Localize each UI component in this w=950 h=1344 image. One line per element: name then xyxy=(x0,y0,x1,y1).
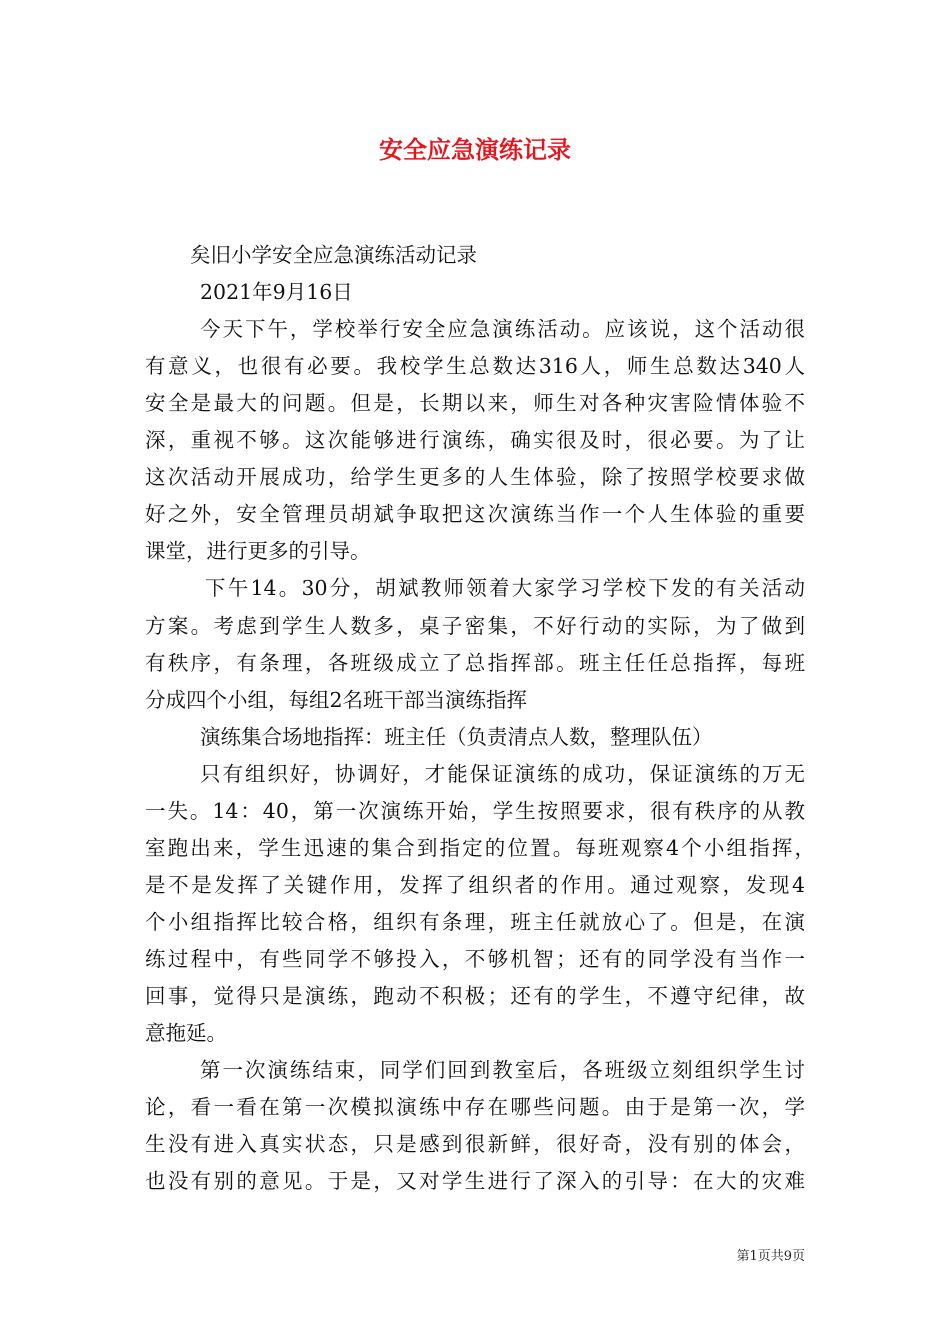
document-title: 安全应急演练记录 xyxy=(379,135,571,164)
text-line: 分成四个小组，每组2名班干部当演练指挥 xyxy=(145,687,528,712)
text-line: 深，重视不够。这次能够进行演练，确实很及时，很必要。为了让 xyxy=(145,428,805,453)
text-line: 有意义，也很有必要。我校学生总数达316人，师生总数达340人 xyxy=(145,354,805,379)
text-line: 是不是发挥了关键作用，发挥了组织者的作用。通过观察，发现4 xyxy=(145,872,805,897)
text-line: 只有组织好，协调好，才能保证演练的成功，保证演练的万无 xyxy=(200,761,805,786)
text-line: 生没有进入真实状态，只是感到很新鲜，很好奇，没有别的体会， xyxy=(145,1132,805,1157)
date-line: 2021年9月16日 xyxy=(200,280,353,305)
text-line: 意拖延。 xyxy=(145,1021,227,1046)
text-line: 好之外，安全管理员胡斌争取把这次演练当作一个人生体验的重要 xyxy=(145,502,805,527)
text-line: 这次活动开展成功，给学生更多的人生体验，除了按照学校要求做 xyxy=(145,465,805,490)
text-line: 回事，觉得只是演练，跑动不积极；还有的学生，不遵守纪律，故 xyxy=(145,984,805,1008)
text-line: 个小组指挥比较合格，组织有条理，班主任就放心了。但是，在演 xyxy=(145,909,805,934)
text-line: 有秩序，有条理，各班级成立了总指挥部。班主任任总指挥，每班 xyxy=(145,650,805,675)
page-number: 第1页共9页 xyxy=(736,1249,805,1264)
text-line: 方案。考虑到学生人数多，桌子密集，不好行动的实际，为了做到 xyxy=(145,613,805,638)
text-line: 也没有别的意见。于是，又对学生进行了深入的引导：在大的灾难 xyxy=(145,1169,805,1194)
text-line: 下午14。30分，胡斌教师领着大家学习学校下发的有关活动 xyxy=(205,576,805,601)
text-line: 课堂，进行更多的引导。 xyxy=(145,539,371,564)
text-line: 论，看一看在第一次模拟演练中存在哪些问题。由于是第一次，学 xyxy=(145,1095,805,1120)
text-line: 今天下午，学校举行安全应急演练活动。应该说，这个活动很 xyxy=(200,317,805,342)
text-line: 一失。14：40，第一次演练开始，学生按照要求，很有秩序的从教 xyxy=(145,798,805,823)
subtitle-line: 矣旧小学安全应急演练活动记录 xyxy=(190,243,477,267)
text-line: 安全是最大的问题。但是，长期以来，师生对各种灾害险情体验不 xyxy=(145,391,805,416)
text-line: 演练集合场地指挥：班主任（负责清点人数，整理队伍） xyxy=(200,724,713,749)
text-line: 练过程中，有些同学不够投入，不够机智；还有的同学没有当作一 xyxy=(145,946,805,971)
text-line: 室跑出来，学生迅速的集合到指定的位置。每班观察4个小组指挥， xyxy=(145,835,815,860)
text-line: 第一次演练结束，同学们回到教室后，各班级立刻组织学生讨 xyxy=(200,1058,805,1083)
